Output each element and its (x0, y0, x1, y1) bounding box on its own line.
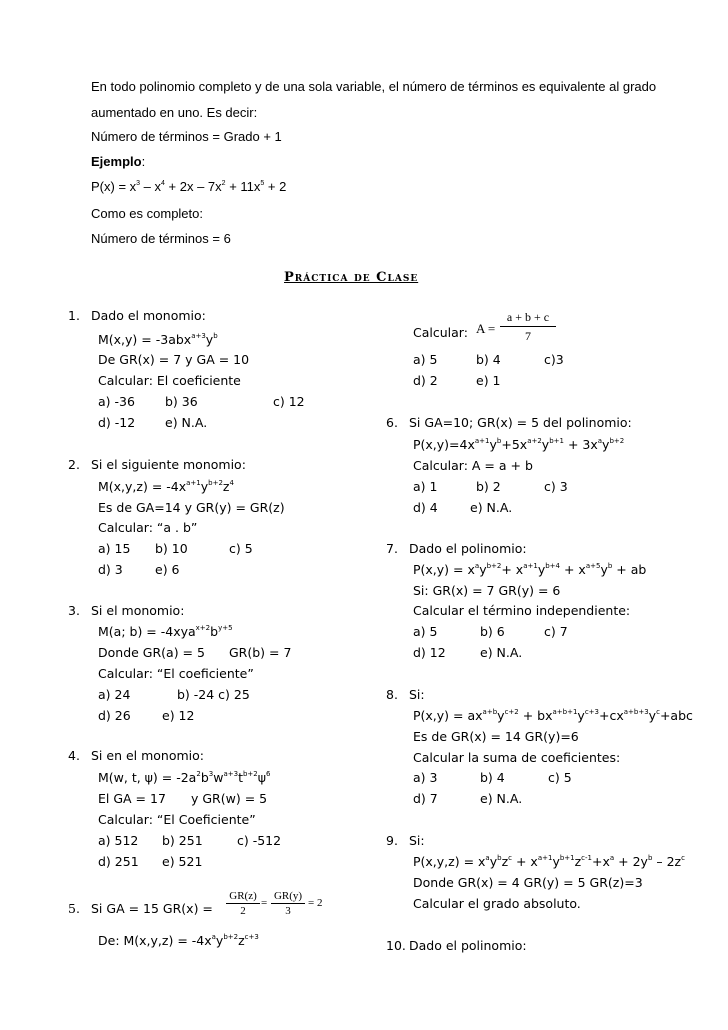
problem-7-number: 7. (386, 541, 398, 556)
problem-3-option-e: e) 12 (162, 708, 195, 723)
fraction-bar (271, 903, 305, 904)
problem-5-fraction-abc (500, 310, 556, 344)
problem-5-monomial: De: $M(x,y,z) = -4x^ay^{b+2}z^{c+3}$ (98, 933, 259, 948)
problem-8-option-a: a) 3 (413, 770, 438, 785)
intro-line-1: En todo polinomio completo y de una sola variable, el número de términos es equivalente al grado (91, 79, 657, 94)
problem-4-condition: El GA = 17 (98, 791, 166, 806)
problem-2-option-e: e) 6 (155, 562, 180, 577)
problem-5-fraction-gr-z (226, 890, 260, 918)
problem-2-condition: Es de GA=14 y GR(y) = GR(z) (98, 500, 285, 515)
problem-7-option-b: b) 6 (480, 624, 505, 639)
problem-8-statement: Si: (409, 687, 425, 702)
fraction-bar (226, 903, 260, 904)
problem-1-condition: De GR(x) = 7 y GA = 10 (98, 352, 250, 367)
problem-10-statement: Dado el polinomio: (409, 938, 527, 953)
problem-6-option-d: d) 4 (413, 500, 438, 515)
problem-2-option-c: c) 5 (229, 541, 253, 556)
problem-5-option-b: b) 4 (476, 352, 501, 367)
problem-7-statement: Dado el polinomio: (409, 541, 527, 556)
problem-2-question: Calcular: “a . b” (98, 520, 198, 535)
fraction-denominator: 7 (525, 329, 531, 343)
problem-9-polynomial: $P(x,y,z) = x^ay^bz^c + x^{a+1}y^{b+1}z^{c-1}+x^a + 2y^b - 2z^c$ (413, 854, 685, 869)
fraction-numerator: GR(z) (229, 890, 257, 902)
fraction-bar (500, 326, 556, 327)
example-polynomial: $P(x) = x^3 - x^4 + 2x - 7x^2 + 11x^5 + 2$ (91, 179, 287, 194)
problem-3-statement: Si el monomio: (91, 603, 185, 618)
problem-6-question: Calcular: A = a + b (413, 458, 533, 473)
problem-4-option-b: b) 251 (162, 833, 203, 848)
problem-6-option-e: e) N.A. (470, 500, 513, 515)
problem-1-option-e: e) N.A. (165, 415, 208, 430)
problem-7-question: Calcular el término independiente: (413, 603, 631, 618)
problem-4-number: 4. (68, 748, 80, 763)
intro-line-3: Número de términos = Grado + 1 (91, 129, 282, 144)
intro-line-5: Como es completo: (91, 206, 203, 221)
problem-3-number: 3. (68, 603, 80, 618)
problem-1-number: 1. (68, 308, 80, 323)
problem-4-question: Calcular: “El Coeficiente” (98, 812, 256, 827)
problem-5-equals: = (261, 897, 268, 909)
problem-2-option-a: a) 15 (98, 541, 131, 556)
problem-9-number: 9. (386, 833, 398, 848)
problem-1-option-b: b) 36 (165, 394, 198, 409)
problem-5-option-a: a) 5 (413, 352, 438, 367)
problem-8-condition: Es de GR(x) = 14 GR(y)=6 (413, 729, 579, 744)
problem-4-monomial: M(w, t, $\psi) = -2a^2b^3w^{a+3}t^{b+2}\psi^6$ (98, 770, 271, 785)
problem-4-option-d: d) 251 (98, 854, 139, 869)
problem-4-condition-b: y GR(w) = 5 (191, 791, 268, 806)
section-title-text: Práctica de Clase (284, 270, 419, 285)
intro-line-2: aumentado en uno. Es decir: (91, 105, 258, 120)
problem-5-a-equals: A = (476, 321, 496, 336)
problem-6-polynomial: $P(x,y)=4x^{a+1}y^b+5x^{a+2}y^{b+1} + 3x^ay^{b+2}$ (413, 437, 625, 452)
problem-8-option-d: d) 7 (413, 791, 438, 806)
problem-4-statement: Si en el monomio: (91, 748, 205, 763)
problem-7-polynomial: $P(x,y) = x^ay^{b+2}+ x^{a+1}y^{b+4} + x^{a+5}y^b$ + ab (413, 562, 647, 577)
problem-7-option-a: a) 5 (413, 624, 438, 639)
problem-3-condition: Donde GR(a) = 5 (98, 645, 205, 660)
problem-10-number: 10. (386, 938, 406, 953)
problem-7-condition: Si: GR(x) = 7 GR(y) = 6 (413, 583, 561, 598)
problem-5-fraction-gr-y (271, 890, 305, 918)
problem-1-option-a: a) -36 (98, 394, 135, 409)
problem-8-option-b: b) 4 (480, 770, 505, 785)
problem-7-option-d: d) 12 (413, 645, 446, 660)
fraction-denominator: 3 (285, 905, 291, 917)
problem-3-monomial: M(a; $b) = -4xya^{x+2}b^{y+5}$ (98, 624, 233, 639)
problem-4-option-a: a) 512 (98, 833, 139, 848)
problem-6-option-a: a) 1 (413, 479, 438, 494)
problem-8-polynomial: $P(x,y) = ax^{a+b}y^{c+2} + bx^{a+b+1}y^{c+3}+cx^{a+b+3}y^c+abc$ (413, 708, 693, 723)
problem-7-option-e: e) N.A. (480, 645, 523, 660)
fraction-denominator: 2 (240, 905, 246, 917)
problem-6-option-c: c) 3 (544, 479, 568, 494)
problem-1-option-c: c) 12 (273, 394, 305, 409)
example-heading (91, 154, 145, 169)
problem-1-monomial: $M(x,y) = -3abx^{a+3}y^b$ (98, 332, 218, 347)
example-label: Ejemplo (91, 154, 142, 169)
problem-3-option-b: b) -24 c) 25 (177, 687, 250, 702)
problem-3-option-d: d) 26 (98, 708, 131, 723)
problem-2-option-b: b) 10 (155, 541, 188, 556)
problem-8-number: 8. (386, 687, 398, 702)
problem-5-option-d: d) 2 (413, 373, 438, 388)
problem-8-option-c: c) 5 (548, 770, 572, 785)
problem-5-option-c: c)3 (544, 352, 564, 367)
problem-4-option-c: c) -512 (237, 833, 282, 848)
problem-6-option-b: b) 2 (476, 479, 501, 494)
problem-6-number: 6. (386, 415, 398, 430)
example-colon: : (141, 154, 146, 169)
problem-8-option-e: e) N.A. (480, 791, 523, 806)
fraction-numerator: GR(y) (273, 890, 303, 902)
problem-2-option-d: d) 3 (98, 562, 123, 577)
problem-5-equals-two: = 2 (308, 897, 323, 909)
problem-1-statement: Dado el monomio: (91, 308, 206, 323)
problem-2-number: 2. (68, 457, 80, 472)
problem-3-condition-b: GR(b) = 7 (229, 645, 292, 660)
problem-5-statement: Si GA = 15 GR(x) = (91, 901, 213, 916)
problem-5-number: 5. (68, 901, 80, 916)
problem-9-condition: Donde GR(x) = 4 GR(y) = 5 GR(z)=3 (413, 875, 643, 890)
problem-2-statement: Si el siguiente monomio: (91, 457, 246, 472)
problem-9-question: Calcular el grado absoluto. (413, 896, 581, 911)
problem-4-option-e: e) 521 (162, 854, 203, 869)
problem-5-option-e: e) 1 (476, 373, 501, 388)
problem-9-statement: Si: (409, 833, 425, 848)
problem-3-question: Calcular: “El coeficiente” (98, 666, 254, 681)
problem-6-statement: Si GA=10; GR(x) = 5 del polinomio: (409, 415, 632, 430)
problem-5-calculate-label: Calcular: (413, 325, 468, 340)
problem-8-question: Calcular la suma de coeficientes: (413, 750, 621, 765)
problem-1-option-d: d) -12 (98, 415, 136, 430)
fraction-numerator: a + b + c (506, 310, 550, 324)
problem-2-monomial: $M(x,y,z) = -4x^{a+1}y^{b+2}z^4$ (98, 479, 234, 494)
problem-1-question: Calcular: El coeficiente (98, 373, 241, 388)
problem-3-option-a: a) 24 (98, 687, 131, 702)
intro-line-6: Número de términos = 6 (91, 231, 231, 246)
problem-7-option-c: c) 7 (544, 624, 568, 639)
